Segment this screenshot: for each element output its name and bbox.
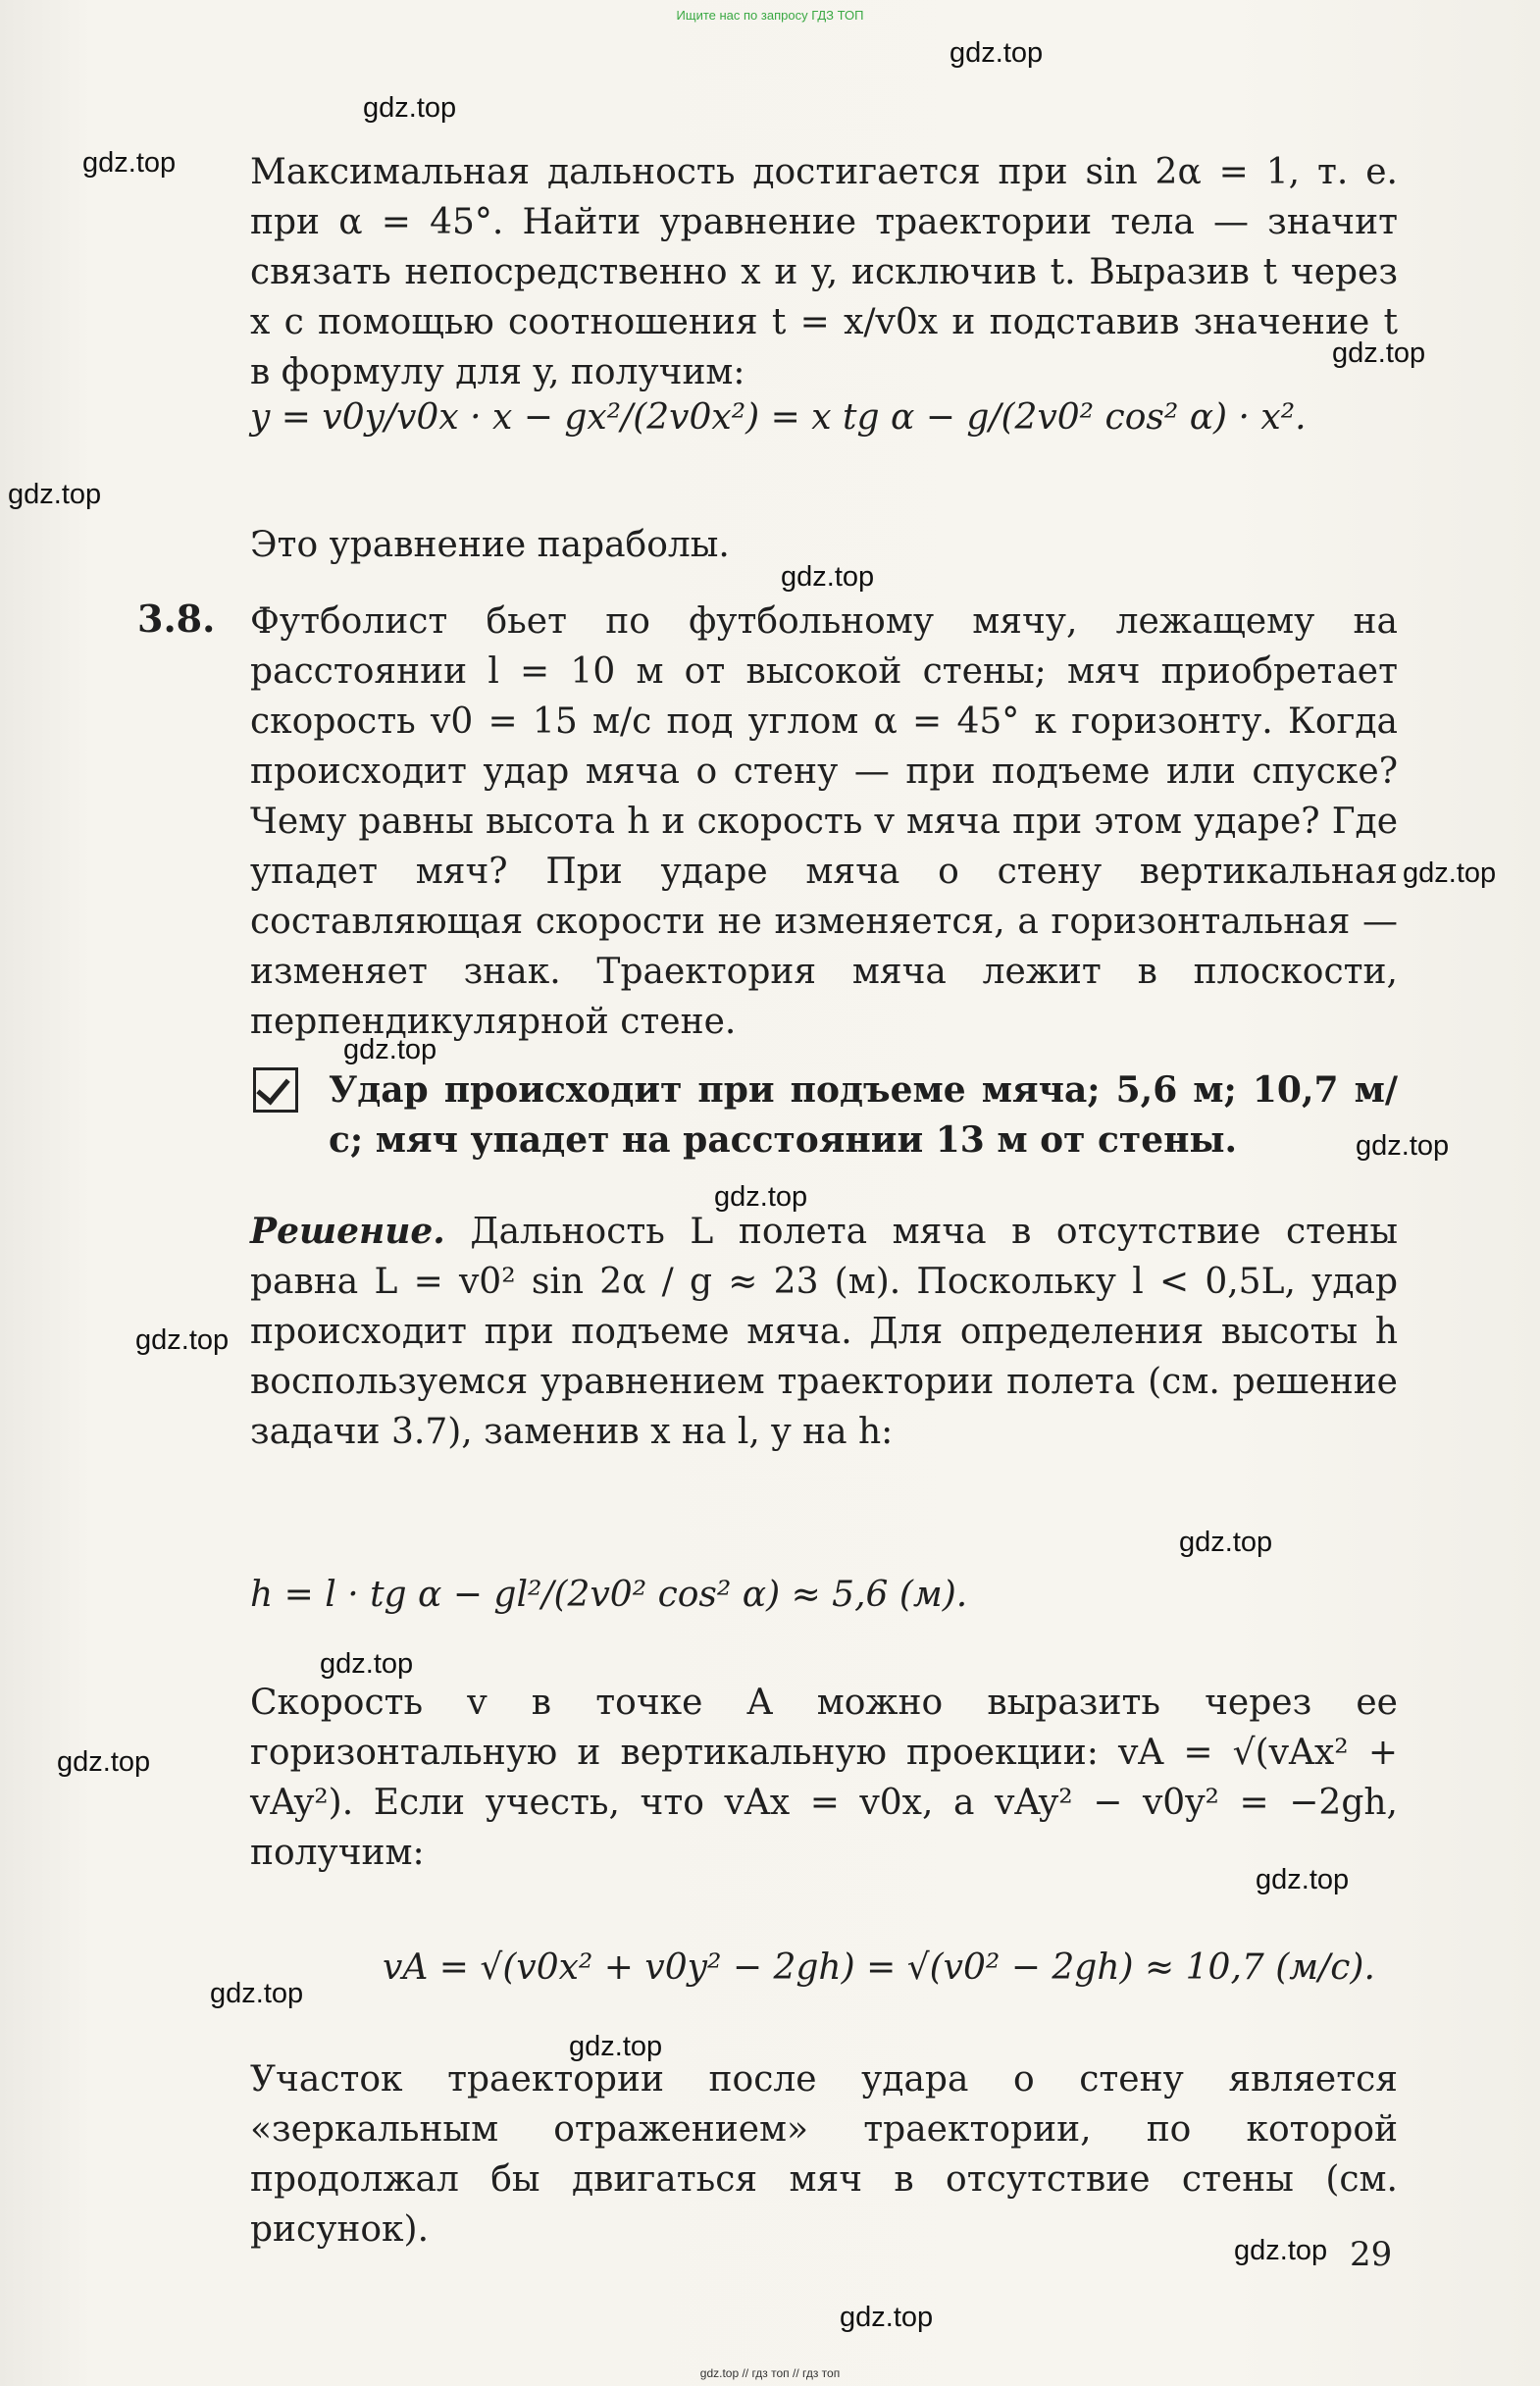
watermark: gdz.top xyxy=(320,1648,414,1680)
watermark: gdz.top xyxy=(343,1034,437,1065)
solution-label: Решение. xyxy=(250,1211,445,1252)
bottom-banner: gdz.top // гдз топ // гдз топ xyxy=(699,2366,841,2380)
watermark: gdz.top xyxy=(1332,337,1426,369)
solution-block xyxy=(250,1207,1398,1457)
watermark: gdz.top xyxy=(8,479,102,510)
problem-block xyxy=(250,596,1398,1047)
equation-text: y = v0y/v0x · x − gx²/(2v0x²) = x tg α − g/(2v0² cos² α) · x². xyxy=(250,397,1307,438)
watermark: gdz.top xyxy=(135,1324,230,1356)
answer-text: Удар происходит при подъеме мяча; 5,6 м; 10,7 м/с; мяч упадет на расстоянии 13 м от стены. xyxy=(329,1069,1398,1161)
watermark: gdz.top xyxy=(57,1746,151,1778)
solution-text-3: Участок траектории после удара о стену является «зеркальным отражением» траектории, по которой продолжал бы двигаться мяч в отсутствие стены (см. рисунок). xyxy=(250,2059,1398,2250)
intro-paragraph: Максимальная дальность достигается при sin 2α = 1, т. е. при α = 45°. Найти уравнение траектории тела — значит связать непосредственно x и y, исключив t. Выразив t через x с помощью соотношения t = x/v0x и подставив значение t в формулу для y, получим: xyxy=(250,152,1398,392)
watermark: gdz.top xyxy=(1234,2235,1328,2266)
watermark: gdz.top xyxy=(210,1978,304,2009)
page-number: 29 xyxy=(1350,2235,1393,2274)
equation-velocity: vA = √(v0x² + v0y² − 2gh) = √(v0² − 2gh) ≈ 10,7 (м/с). xyxy=(383,1947,1375,1988)
watermark: gdz.top xyxy=(1356,1130,1450,1162)
solution-text-2: Скорость v в точке A можно выразить через ее горизонтальную и вертикальную проекции: vA = √(vAx² + vAy²). Если учесть, что vAx = v0x, а vAy² − v0y² = −2gh, получим: xyxy=(250,1683,1398,1873)
watermark: gdz.top xyxy=(569,2031,663,2062)
top-banner: Ищите нас по запросу ГДЗ ТОП xyxy=(676,8,864,23)
watermark: gdz.top xyxy=(781,561,875,593)
intro-block xyxy=(250,147,1398,397)
equation-trajectory xyxy=(250,392,1398,442)
watermark: gdz.top xyxy=(1256,1864,1350,1895)
checkmark-icon xyxy=(253,1067,298,1113)
watermark: gdz.top xyxy=(363,92,457,124)
watermark: gdz.top xyxy=(1403,857,1497,889)
watermark: gdz.top xyxy=(82,147,177,179)
watermark: gdz.top xyxy=(840,2302,934,2333)
watermark: gdz.top xyxy=(714,1181,808,1213)
parabola-note: Это уравнение параболы. xyxy=(250,525,730,565)
solution-text-1: Дальность L полета мяча в отсутствие стены равна L = v0² sin 2α / g ≈ 23 (м). Поскольку l < 0,5L, удар происходит при подъеме мяча. Для определения высоты h воспользуемся уравнением траектории полета (см. решение задачи 3.7), заменив x на l, y на h: xyxy=(250,1212,1398,1452)
watermark: gdz.top xyxy=(1179,1527,1273,1558)
problem-number: 3.8. xyxy=(137,596,216,641)
problem-text: Футболист бьет по футбольному мячу, лежащему на расстоянии l = 10 м от высокой стены; мяч приобретает скорость v0 = 15 м/с под углом α = 45° к горизонту. Когда происходит удар мяча о стену — при подъеме или спуске? Чему равны высота h и скорость v мяча при этом ударе? Где упадет мяч? При ударе мяча о стену вертикальная составляющая скорости не изменяется, а горизонтальная — изменяет знак. Траектория мяча лежит в плоскости, перпендикулярной стене. xyxy=(250,601,1398,1042)
equation-height: h = l · tg α − gl²/(2v0² cos² α) ≈ 5,6 (м). xyxy=(250,1575,968,1615)
watermark: gdz.top xyxy=(950,37,1044,69)
